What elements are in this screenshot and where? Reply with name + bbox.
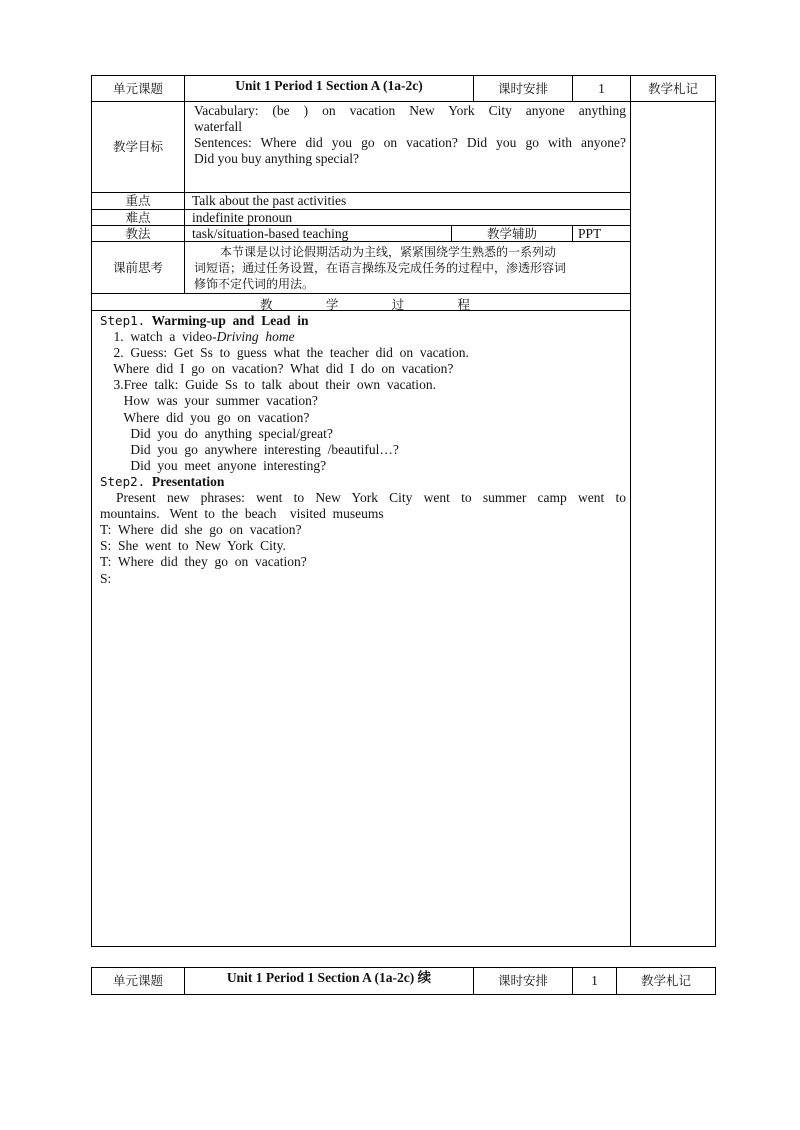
reflection-content [194, 244, 626, 292]
objectives-label: 教学目标 [112, 139, 163, 154]
aid-value: PPT [578, 225, 602, 241]
process-heading [260, 295, 470, 313]
process-text: 1. watch a video- [100, 329, 217, 345]
unit-title: Unit 1 Period 1 Section A (1a-2c) 续 [226, 970, 432, 985]
method-label: 教法 [125, 225, 151, 241]
hours-label: 课时安排 [497, 973, 548, 988]
step-title: Presentation [145, 473, 225, 489]
process-heading-char: 过 [391, 297, 405, 312]
hours-label: 课时安排 [497, 80, 548, 96]
process-heading-char: 程 [457, 297, 470, 312]
key-point-label: 重点 [125, 193, 151, 208]
process-heading-char: 教 [260, 297, 273, 312]
step-heading [100, 474, 626, 490]
process-line: T: Where did she go on vacation? [100, 522, 302, 538]
process-line: Did you go anywhere interesting /beautiful…? [100, 441, 399, 457]
key-point-value: Talk about the past activities [192, 193, 347, 208]
objectives-line: Did you buy anything special? [194, 151, 359, 166]
objectives-line: Vacabulary: (be ) on vacation New York City anyone anything [194, 103, 626, 118]
process-line: How was your summer vacation? [100, 393, 318, 409]
process-heading-char: 学 [325, 297, 339, 312]
hours-value: 1 [591, 973, 598, 988]
process-line: Did you meet anyone interesting? [100, 457, 327, 473]
process-line: 2. Guess: Get Ss to guess what the teacher did on vacation. [100, 345, 469, 361]
difficulty-value: indefinite pronoun [192, 209, 293, 225]
video-title: Driving home [216, 329, 295, 345]
reflection-line: 词短语；通过任务设置，在语言操练及完成任务的过程中，渗透形容词 [194, 261, 567, 275]
objectives-line: waterfall [194, 119, 242, 134]
process-line: Where did you go on vacation? [100, 409, 310, 425]
method-value: task/situation-based teaching [192, 225, 349, 241]
process-line: T: Where did they go on vacation? [100, 554, 307, 570]
process-line: S: [100, 570, 112, 586]
step-title: Warming-up and Lead in [145, 313, 309, 328]
process-line [100, 490, 626, 506]
notes-label: 教学札记 [647, 80, 698, 96]
reflection-line: 本节课是以讨论假期活动为主线，紧紧围绕学生熟悉的一系列动 [220, 245, 557, 259]
process-text: Present new phrases: went to New York City went to summer camp went to [116, 490, 626, 506]
difficulty-label: 难点 [125, 209, 151, 225]
step-heading [100, 313, 626, 329]
process-line: mountains. Went to the beach visited museums [100, 506, 384, 522]
process-line: Where did I go on vacation? What did I do on vacation? [100, 361, 454, 377]
step-number: Step1. [100, 313, 146, 328]
notes-label: 教学札记 [640, 973, 691, 988]
reflection-label: 课前思考 [112, 259, 163, 275]
objectives-line: Sentences: Where did you go on vacation? Did you go with anyone? [194, 135, 626, 150]
objectives-content [194, 103, 626, 167]
step-number: Step2. [100, 473, 146, 489]
process-line: S: She went to New York City. [100, 538, 286, 554]
unit-label: 单元课题 [112, 973, 163, 988]
teaching-process [100, 313, 626, 587]
unit-title: Unit 1 Period 1 Section A (1a-2c) [235, 78, 423, 93]
aid-label: 教学辅助 [486, 225, 537, 241]
process-line: 3.Free talk: Guide Ss to talk about their own vacation. [100, 377, 436, 393]
process-line [100, 329, 626, 345]
reflection-line: 修饰不定代词的用法。 [194, 277, 315, 291]
process-line: Did you do anything special/great? [100, 425, 333, 441]
unit-label: 单元课题 [112, 80, 163, 96]
hours-value: 1 [598, 80, 605, 96]
